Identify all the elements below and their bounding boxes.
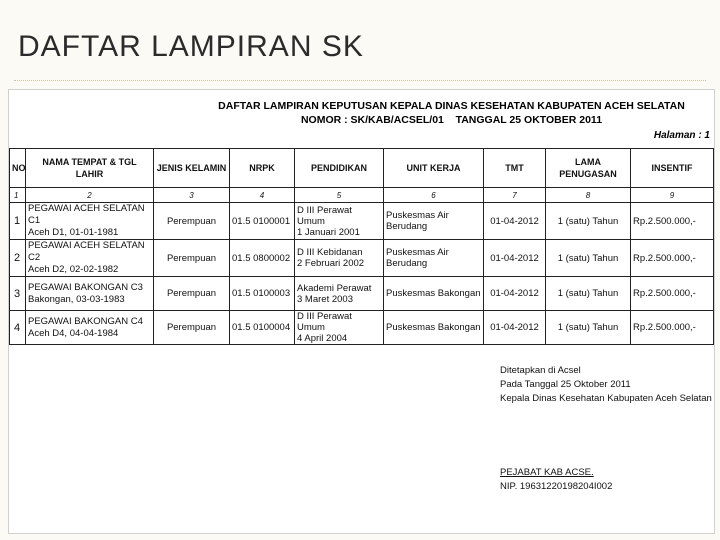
- attachment-table: [9, 148, 714, 345]
- signatory-nip: NIP. 19631220198204I002: [500, 481, 613, 492]
- signatory-name: PEJABAT KAB ACSE.: [500, 467, 594, 478]
- cell-nrpk: 01.5 0100001: [230, 203, 295, 240]
- cell-nrpk: 01.5 0800002: [230, 240, 295, 277]
- signature-block: [500, 364, 712, 494]
- cell-nama: [26, 311, 154, 345]
- signature-date: Pada Tanggal 25 Oktober 2011: [500, 379, 631, 390]
- cell-unit-kerja: Puskesmas Bakongan: [384, 311, 484, 345]
- cell-no: 4: [10, 311, 26, 345]
- cell-tmt: 01-04-2012: [484, 311, 546, 345]
- table-row: [10, 203, 714, 240]
- education-date: 4 April 2004: [297, 333, 348, 344]
- col-header-pendidikan: PENDIDIKAN: [295, 149, 384, 188]
- col-header-tmt: TMT: [484, 149, 546, 188]
- col-header-nrpk: NRPK: [230, 149, 295, 188]
- cell-pendidikan: [295, 277, 384, 311]
- cell-no: 2: [10, 240, 26, 277]
- col-header-insentif: INSENTIF: [631, 149, 714, 188]
- page-number: Halaman : 1: [653, 130, 710, 141]
- cell-tmt: 01-04-2012: [484, 277, 546, 311]
- birth-place-date: Aceh D2, 02-02-1982: [28, 264, 119, 275]
- cell-nrpk: 01.5 0100003: [230, 277, 295, 311]
- birth-place-date: Bakongan, 03-03-1983: [28, 293, 125, 305]
- cell-unit-kerja: Puskesmas Air Berudang: [384, 203, 484, 240]
- education: D III Kebidanan: [297, 247, 363, 258]
- education: D III Perawat Umum: [297, 311, 352, 333]
- cell-tmt: 01-04-2012: [484, 203, 546, 240]
- cell-pendidikan: [295, 311, 384, 345]
- cell-nama: [26, 203, 154, 240]
- column-number-row: [10, 188, 714, 203]
- employee-name: PEGAWAI BAKONGAN C3: [28, 281, 143, 293]
- slide-title: DAFTAR LAMPIRAN SK: [18, 30, 364, 63]
- signature-place: Ditetapkan di Acsel: [500, 365, 581, 376]
- table-row: [10, 311, 714, 345]
- cell-lama-penugasan: 1 (satu) Tahun: [546, 203, 631, 240]
- employee-name: PEGAWAI ACEH SELATAN C1: [28, 203, 145, 226]
- education-date: 3 Maret 2003: [297, 293, 353, 305]
- signature-space: [500, 406, 712, 466]
- cell-nrpk: 01.5 0100004: [230, 311, 295, 345]
- col-header-nama: NAMA TEMPAT & TGL LAHIR: [26, 149, 154, 188]
- column-number: 6: [384, 188, 484, 203]
- education: D III Perawat Umum: [297, 204, 352, 227]
- birth-place-date: Aceh D4, 04-04-1984: [28, 327, 119, 339]
- education-date: 2 Februari 2002: [297, 258, 365, 269]
- column-number: 3: [154, 188, 230, 203]
- cell-no: 3: [10, 277, 26, 311]
- cell-jenis-kelamin: Perempuan: [154, 277, 230, 311]
- cell-insentif: Rp.2.500.000,-: [631, 277, 714, 311]
- education-date: 1 Januari 2001: [297, 226, 360, 238]
- document-page: [8, 89, 715, 534]
- heading-line-1: DAFTAR LAMPIRAN KEPUTUSAN KEPALA DINAS KESEHATAN KABUPATEN ACEH SELATAN: [218, 100, 685, 112]
- document-heading: [9, 99, 714, 127]
- col-header-jenis-kelamin: JENIS KELAMIN: [154, 149, 230, 188]
- title-divider: [14, 80, 706, 81]
- col-header-unit-kerja: UNIT KERJA: [384, 149, 484, 188]
- column-number: 8: [546, 188, 631, 203]
- column-number: 2: [26, 188, 154, 203]
- employee-name: PEGAWAI ACEH SELATAN C2: [28, 240, 145, 263]
- table-row: [10, 240, 714, 277]
- cell-unit-kerja: Puskesmas Air Berudang: [384, 240, 484, 277]
- cell-jenis-kelamin: Perempuan: [154, 203, 230, 240]
- column-number: 1: [10, 188, 26, 203]
- header-row: [10, 149, 714, 188]
- column-number: 5: [295, 188, 384, 203]
- education: Akademi Perawat: [297, 282, 372, 294]
- cell-nama: [26, 240, 154, 277]
- cell-insentif: Rp.2.500.000,-: [631, 311, 714, 345]
- cell-insentif: Rp.2.500.000,-: [631, 203, 714, 240]
- table-row: [10, 277, 714, 311]
- column-number: 7: [484, 188, 546, 203]
- cell-tmt: 01-04-2012: [484, 240, 546, 277]
- column-number: 4: [230, 188, 295, 203]
- cell-jenis-kelamin: Perempuan: [154, 240, 230, 277]
- cell-pendidikan: [295, 240, 384, 277]
- cell-unit-kerja: Puskesmas Bakongan: [384, 277, 484, 311]
- cell-jenis-kelamin: Perempuan: [154, 311, 230, 345]
- cell-lama-penugasan: 1 (satu) Tahun: [546, 240, 631, 277]
- cell-pendidikan: [295, 203, 384, 240]
- heading-line-2: NOMOR : SK/KAB/ACSEL/01 TANGGAL 25 OKTOBER 2011: [300, 114, 603, 126]
- col-header-no: NO: [10, 149, 26, 188]
- col-header-lama-penugasan: LAMA PENUGASAN: [546, 149, 631, 188]
- cell-lama-penugasan: 1 (satu) Tahun: [546, 311, 631, 345]
- birth-place-date: Aceh D1, 01-01-1981: [28, 227, 119, 238]
- cell-insentif: Rp.2.500.000,-: [631, 240, 714, 277]
- cell-lama-penugasan: 1 (satu) Tahun: [546, 277, 631, 311]
- cell-no: 1: [10, 203, 26, 240]
- employee-name: PEGAWAI BAKONGAN C4: [28, 315, 143, 327]
- column-number: 9: [631, 188, 714, 203]
- cell-nama: [26, 277, 154, 311]
- signature-office: Kepala Dinas Kesehatan Kabupaten Aceh Selatan: [500, 393, 712, 404]
